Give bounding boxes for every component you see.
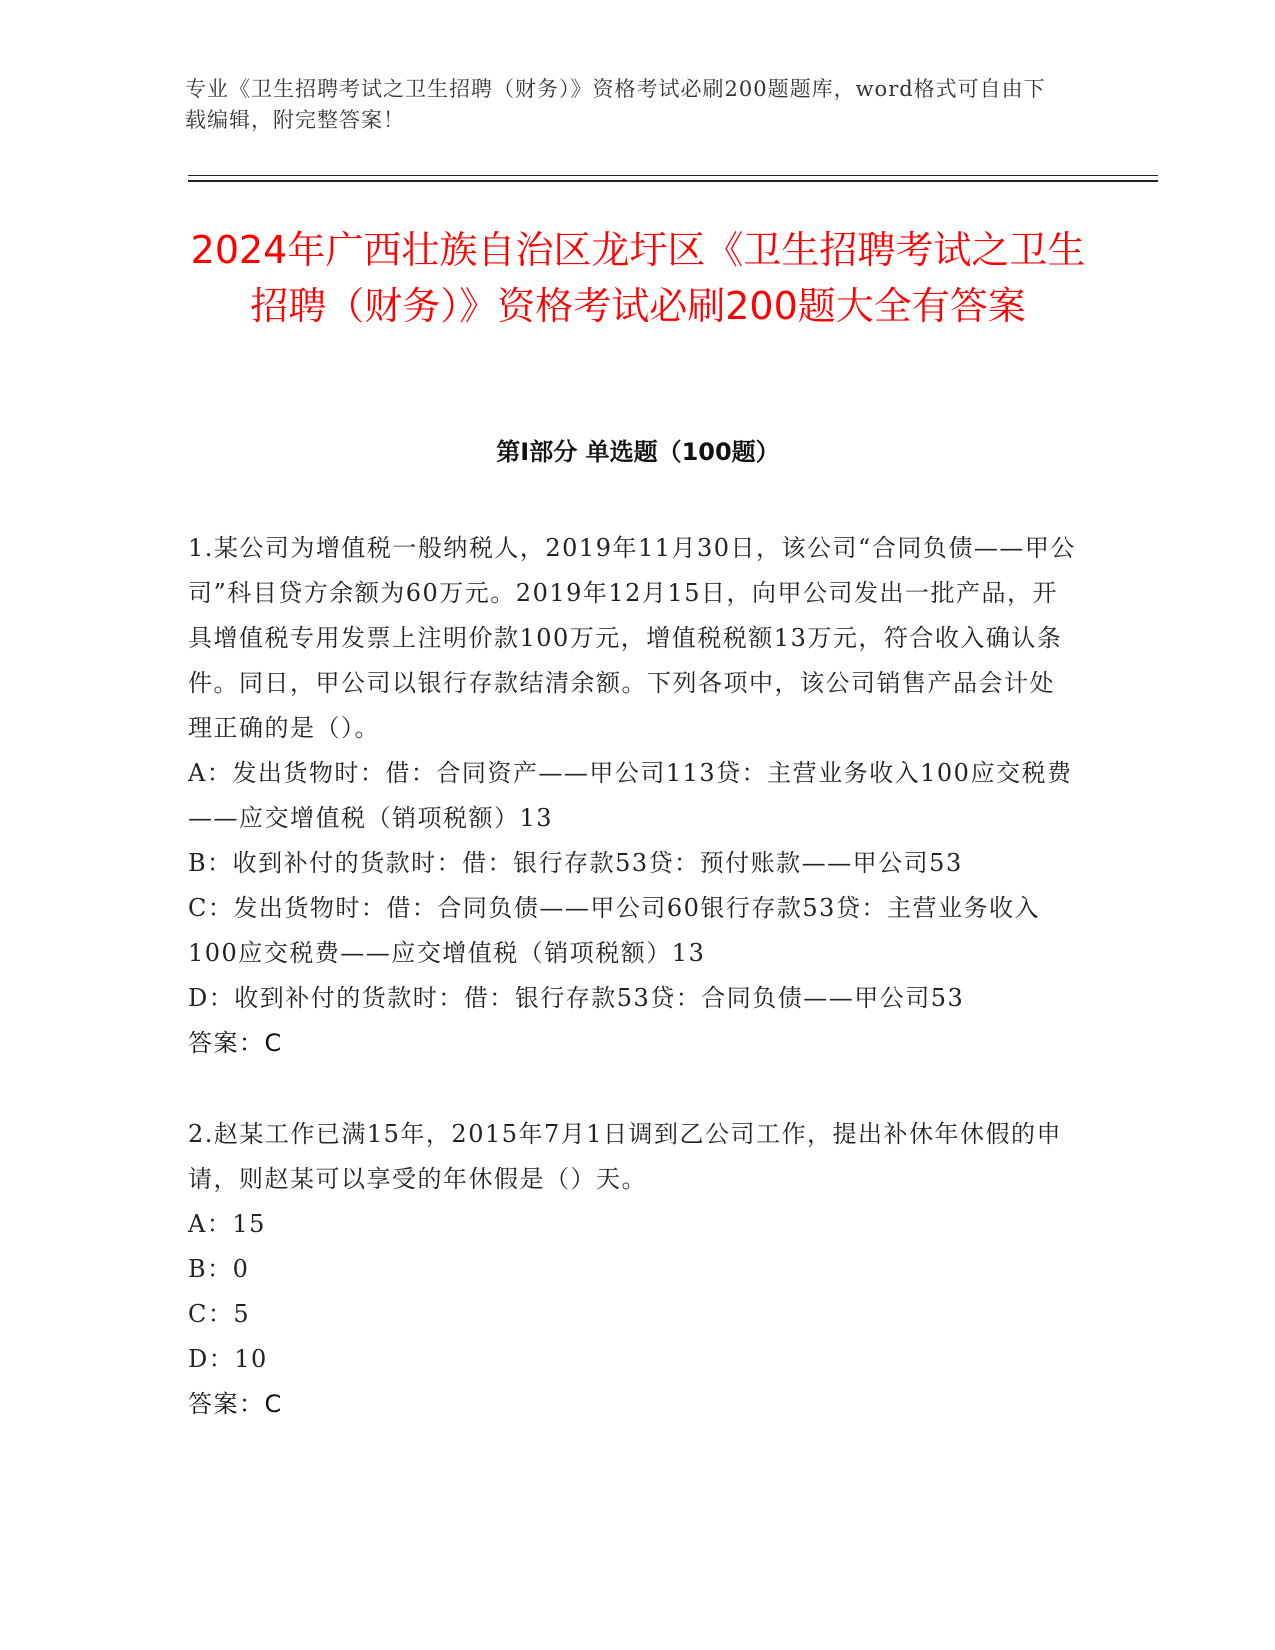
answer-line: 答案：C: [188, 1029, 283, 1057]
option-b: B：0: [188, 1255, 250, 1283]
option-c: C：发出货物时：借：合同负债——甲公司60银行存款53贷：主营业务收入100应交税费——应交增值税（销项税额）13: [188, 894, 1040, 967]
answer-line: 答案：C: [188, 1390, 283, 1418]
option-d: D：收到补付的货款时：借：银行存款53贷：合同负债——甲公司53: [188, 984, 965, 1012]
option-d: D：10: [188, 1345, 268, 1373]
header-divider-thin: [188, 175, 1158, 176]
question-stem: 2.赵某工作已满15年，2015年7月1日调到乙公司工作，提出补休年休假的申请，则赵某可以享受的年休假是（）天。: [188, 1120, 1063, 1193]
question-2: [188, 1112, 1078, 1427]
option-a: A：15: [188, 1210, 266, 1238]
header-divider-thick: [188, 180, 1158, 182]
question-1: [188, 526, 1078, 1066]
section-title: 第Ⅰ部分 单选题（100题）: [496, 438, 780, 466]
document-title: 2024年广西壮族自治区龙圩区《卫生招聘考试之卫生招聘（财务）》资格考试必刷200题大全有答案: [190, 228, 1086, 328]
question-stem: 1.某公司为增值税一般纳税人，2019年11月30日，该公司“合同负债——甲公司”科目贷方余额为60万元。2019年12月15日，向甲公司发出一批产品，开具增值税专用发票上注明价款100万元，增值税税额13万元，符合收入确认条件。同日，甲公司以银行存款结清余额。下列各项中，该公司销售产品会计处理正确的是（）。: [188, 534, 1076, 742]
option-b: B：收到补付的货款时：借：银行存款53贷：预付账款——甲公司53: [188, 849, 963, 877]
option-c: C：5: [188, 1300, 251, 1328]
header-note: 专业《卫生招聘考试之卫生招聘（财务）》资格考试必刷200题题库，word格式可自由下载编辑，附完整答案！: [185, 77, 1046, 132]
option-a: A：发出货物时：借：合同资产——甲公司113贷：主营业务收入100应交税费——应交增值税（销项税额）13: [188, 759, 1073, 832]
